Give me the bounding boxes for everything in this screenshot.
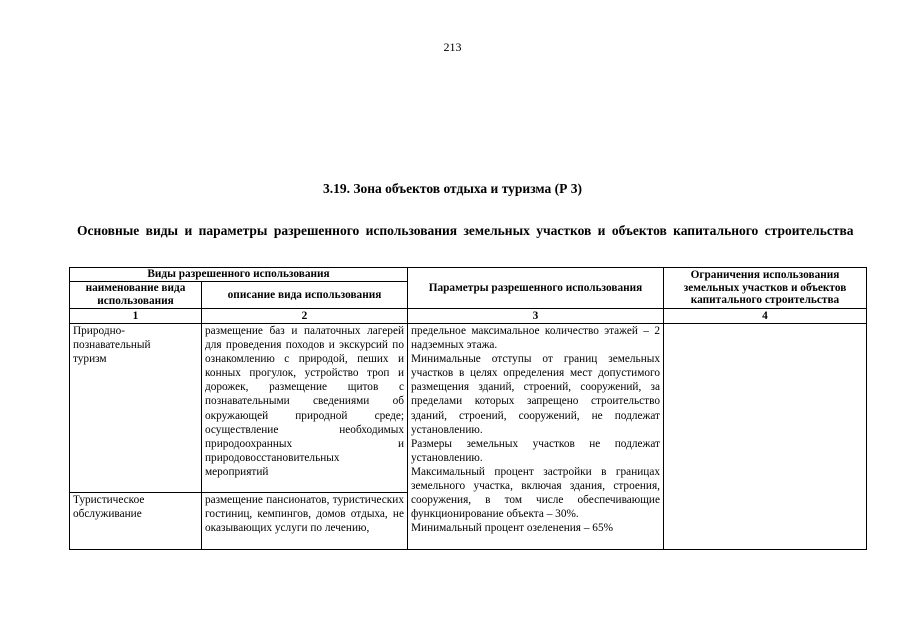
column-number-1: 1 bbox=[70, 309, 202, 324]
page-number: 213 bbox=[443, 40, 462, 54]
header-restrictions: Ограничения использования земельных участков и объектов капитального строительства bbox=[664, 268, 867, 309]
header-parameters: Параметры разрешенного использования bbox=[408, 268, 664, 309]
parameters-cell bbox=[408, 324, 664, 550]
permitted-use-table bbox=[69, 267, 867, 550]
use-name-cell: Туристическое обслуживание bbox=[70, 493, 202, 550]
header-group-uses: Виды разрешенного использования bbox=[70, 268, 408, 282]
section-title: 3.19. Зона объектов отдыха и туризма (Р 3) bbox=[322, 181, 583, 196]
table-subtitle: Основные виды и параметры разрешенного использования земельных участков и объектов капитального строительства bbox=[77, 223, 854, 238]
parameter-text: Максимальный процент застройки в границах земельного участка, включая здания, строения, сооружения, в том числе обеспечивающие функционирование объекта – 30%. bbox=[411, 465, 660, 521]
use-description-cell: размещение пансионатов, туристических гостиниц, кемпингов, домов отдыха, не оказывающих услуги по лечению, bbox=[202, 493, 408, 550]
header-row-1 bbox=[70, 268, 867, 282]
use-description-cell: размещение баз и палаточных лагерей для проведения походов и экскурсий по ознакомлению с природой, пеших и конных прогулок, устройство троп и дорожек, размещение щитов с познавательными сведениями об окружающей природной среде; осуществление необходимых природоохранных и природовосстановительных мероприятий bbox=[202, 324, 408, 493]
parameter-text: Минимальный процент озеленения – 65% bbox=[411, 522, 613, 535]
column-number-3: 3 bbox=[408, 309, 664, 324]
table-row bbox=[70, 324, 867, 493]
column-number-4: 4 bbox=[664, 309, 867, 324]
use-name-cell: Природно- познавательный туризм bbox=[70, 324, 202, 493]
parameter-text: предельное максимальное количество этажей – 2 надземных этажа. bbox=[411, 325, 660, 352]
header-use-name: наименование вида использования bbox=[70, 282, 202, 309]
column-number-2: 2 bbox=[202, 309, 408, 324]
restrictions-cell bbox=[664, 324, 867, 550]
parameter-text: Минимальные отступы от границ земельных участков в целях определения мест допустимого размещения зданий, строений, сооружений, за пределами которых запрещено строительство зданий, строений, сооружений, не подлежат установлению. bbox=[411, 353, 660, 436]
parameter-text: Размеры земельных участков не подлежат установлению. bbox=[411, 437, 660, 464]
header-use-description: описание вида использования bbox=[202, 282, 408, 309]
header-numbers-row bbox=[70, 309, 867, 324]
